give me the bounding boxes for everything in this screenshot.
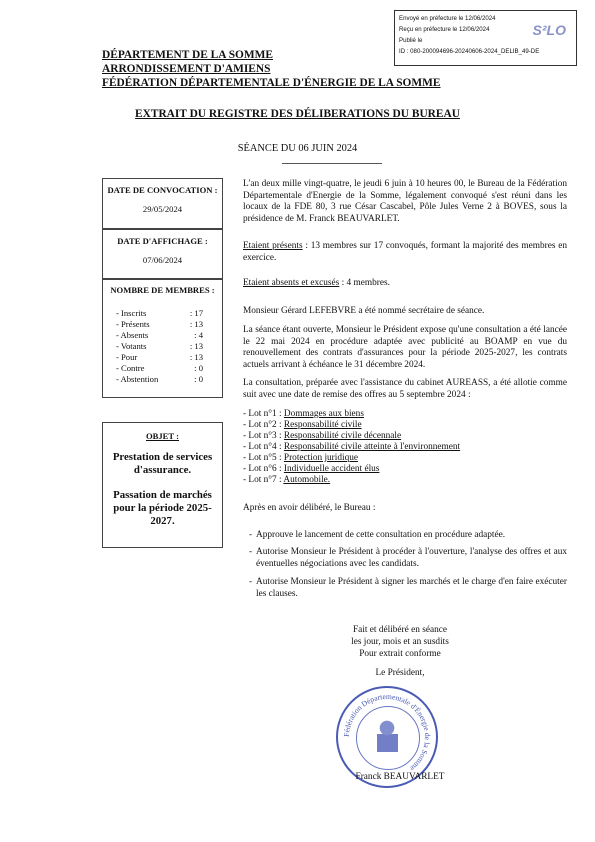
objet-line-2: d'assurance. <box>133 464 192 476</box>
objet-line-5: 2027. <box>150 515 175 527</box>
header-federation: FÉDÉRATION DÉPARTEMENTALE D'ÉNERGIE DE LA SOMME <box>102 77 441 89</box>
stamp-line-sent: Envoyé en préfecture le 12/06/2024 <box>399 15 496 22</box>
objet-label: OBJET : <box>145 431 180 441</box>
lot-item: - Lot n°1 : Dommages aux biens <box>243 409 364 419</box>
membre-row-abstention: - Abstention : 0 <box>116 374 203 384</box>
affichage-label: DATE D'AFFICHAGE : <box>117 236 208 246</box>
membre-row-absents: - Absents : 4 <box>116 330 203 340</box>
s2lo-logo: S²LO <box>532 22 566 38</box>
seance-date: SÉANCE DU 06 JUIN 2024 <box>237 143 358 154</box>
lot-item: - Lot n°3 : Responsabilité civile décennale <box>243 431 402 441</box>
objet-line-3: Passation de marchés <box>113 489 212 501</box>
membre-row-pour: - Pour : 13 <box>116 352 203 362</box>
jour-mois-an: les jour, mois et an susdits <box>351 637 449 647</box>
svg-text:Fédération Départementale d'Én: Fédération Départementale d'Énergie de la Somme <box>341 691 433 774</box>
lot-item: - Lot n°2 : Responsabilité civile <box>243 420 362 430</box>
membre-row-contre: - Contre : 0 <box>116 363 203 373</box>
seance-divider <box>282 163 382 164</box>
membre-row-inscrits: - Inscrits : 17 <box>116 308 203 318</box>
header-departement: DÉPARTEMENT DE LA SOMME <box>102 49 274 61</box>
stamp-line-id: ID : 080-200094696-20240606-2024_DELIB_49-DE <box>399 48 540 55</box>
header-arrondissement: ARRONDISSEMENT D'AMIENS <box>102 63 271 75</box>
lot-item: - Lot n°7 : Automobile. <box>243 475 331 485</box>
convocation-label: DATE DE CONVOCATION : <box>107 185 218 195</box>
document-title: EXTRAIT DU REGISTRE DES DÉLIBERATIONS DU BUREAU <box>135 108 460 120</box>
affichage-date: 07/06/2024 <box>142 255 183 265</box>
allotissement-paragraph: La consultation, préparée avec l'assistance du cabinet AUREASS, a été allotie comme suit avec une date de remise des offres au 5 septembre 2024 : <box>243 378 567 400</box>
decision-bullet: - Autorise Monsieur le Président à procéder à l'ouverture, l'analyse des offres et aux éventuelles négociations avec les candidats. <box>256 546 567 570</box>
decision-bullet: - Approuve le lancement de cette consultation en procédure adaptée. <box>256 529 567 541</box>
president-name: Franck BEAUVARLET <box>355 772 445 782</box>
convocation-box <box>102 178 223 229</box>
membres-box <box>102 279 223 398</box>
intro-paragraph: L'an deux mille vingt-quatre, le jeudi 6 juin à 10 heures 00, le Bureau de la Fédération Départementale d'Energie de la Somme, légalement convoqué s'est réuni dans les locaux de la FDE 80, 3 rue César Cascabel, Pôle Jules Verne 2 à BOVES, sous la présidence de M. Franck BEAUVARLET. <box>243 179 567 224</box>
absents-label: Etaient absents et excusés <box>243 278 340 288</box>
decision-bullet: - Autorise Monsieur le Président à signer les marchés et le charge d'en faire exécuter les clauses. <box>256 576 567 600</box>
extrait-conforme: Pour extrait conforme <box>359 649 441 659</box>
presents-paragraph: Etaient présents : 13 membres sur 17 convoqués, formant la majorité des membres en exercice. <box>243 241 567 263</box>
seal-figure-icon <box>372 716 402 756</box>
stamp-line-received: Reçu en préfecture le 12/06/2024 <box>399 26 490 33</box>
stamp-line-published: Publié le <box>399 37 423 44</box>
membres-label: NOMBRE DE MEMBRES : <box>110 285 215 295</box>
absents-paragraph: Etaient absents et excusés : 4 membres. <box>243 278 390 288</box>
secretaire-paragraph: Monsieur Gérard LEFEBVRE a été nommé secrétaire de séance. <box>243 306 485 316</box>
prefecture-stamp <box>394 10 577 66</box>
lot-item: - Lot n°4 : Responsabilité civile atteinte à l'environnement <box>243 442 461 452</box>
deliberation-intro: Après en avoir délibéré, le Bureau : <box>243 503 376 513</box>
membre-row-votants: - Votants : 13 <box>116 341 203 351</box>
objet-box <box>102 422 223 548</box>
membre-row-presents: - Présents : 13 <box>116 319 203 329</box>
convocation-date: 29/05/2024 <box>142 204 183 214</box>
affichage-box <box>102 229 223 279</box>
fait-delibere: Fait et délibéré en séance <box>353 625 447 635</box>
president-title: Le Président, <box>375 668 425 678</box>
objet-line-4: pour la période 2025- <box>113 502 212 514</box>
objet-line-1: Prestation de services <box>112 451 213 463</box>
consultation-paragraph: La séance étant ouverte, Monsieur le Président expose qu'une consultation a été lancée le 22 mai 2024 en procédure adaptée avec publicité au BOAMP en vue du renouvellement des contrats d'assurances pour la période 2025-2027, les contrats actuels arrivant à échéance le 31 décembre 2024. <box>243 325 567 370</box>
presents-label: Etaient présents <box>243 241 303 251</box>
lot-item: - Lot n°5 : Protection juridique <box>243 453 359 463</box>
lot-item: - Lot n°6 : Individuelle accident élus <box>243 464 380 474</box>
